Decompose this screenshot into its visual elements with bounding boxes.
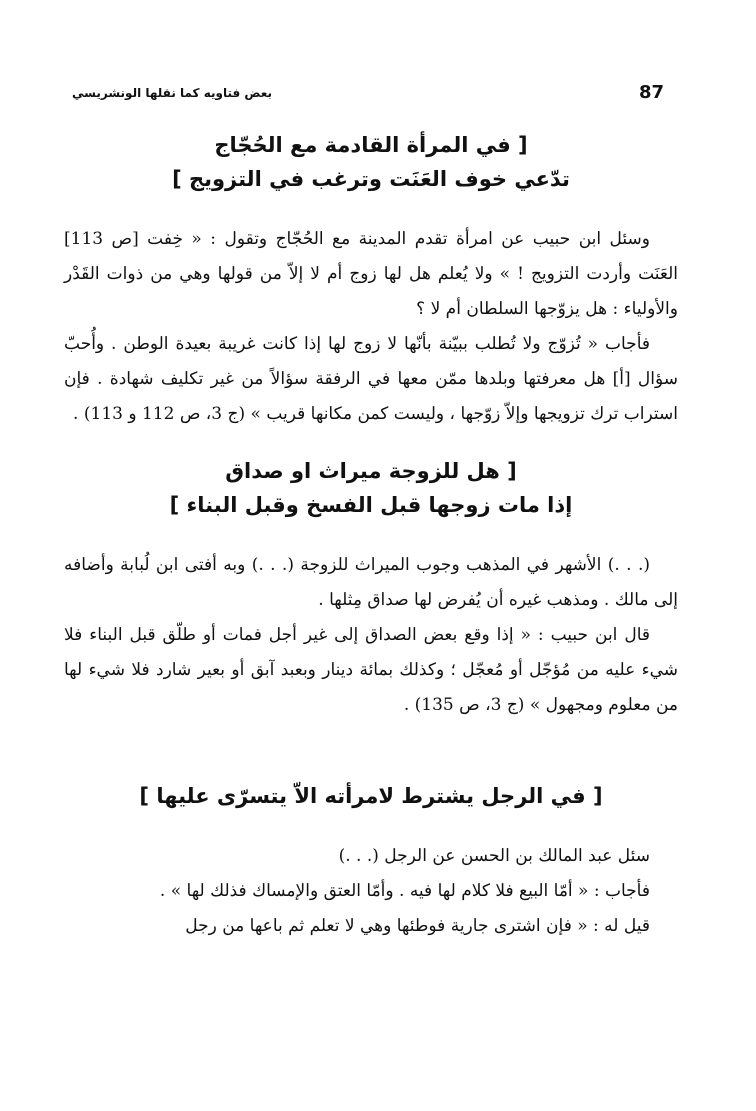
page-body [64,122,678,944]
paragraph: فأجاب « تُزوّج ولا تُطلب ببيّنة بأنّها لا زوج لها إذا كانت غريبة بعيدة الوطن . وأُحبّ سؤال [أ] هل معرفتها وبلدها ممّن معها في الرفقة سؤالاً من غير تكليف شهادة . فإن استراب ترك تزويجها وإلاّ زوّجها ، وليست كمن مكانها قريب » (ج 3، ص 112 و 113) . [64,334,678,424]
heading-line: إذا مات زوجها قبل الفسخ وقبل البناء ] [169,493,573,517]
paragraph: وسئل ابن حبيب عن امرأة تقدم المدينة مع الحُجّاج وتقول : « خِفت [ص 113] العَنَت وأردت التزويج ! » ولا يُعلم هل لها زوج أم لا إلاّ من قولها وهي من ذوات القَدْر والأولياء : هل يزوّجها السلطان أم لا ؟ [64,229,678,319]
heading-line: [ هل للزوجة ميراث او صداق [225,459,517,483]
running-title: بعض فتاويه كما نقلها الونشريسي [72,86,273,100]
paragraph: (. . .) الأشهر في المذهب وجوب الميراث للزوجة (. . .) وبه أفتى ابن لُبابة وأضافه إلى مالك . ومذهب غيره أن يُفرض لها صداق مِثلها . [64,555,678,610]
paragraph: فأجاب : « أمّا البيع فلا كلام لها فيه . وأمّا العتق والإمساك فذلك لها » . [159,881,650,901]
section-heading [64,454,678,522]
heading-line: [ في الرجل يشترط لامرأته الاّ يتسرّى عليها ] [139,784,603,808]
heading-line: تدّعي خوف العَنَت وترغب في التزويج ] [172,167,570,191]
paragraph: سئل عبد المالك بن الحسن عن الرجل (. . .) [338,846,650,866]
heading-line: [ في المرأة القادمة مع الحُجّاج [214,133,528,157]
page-number: 87 [638,82,664,103]
section-heading [64,128,678,196]
paragraph: قيل له : « فإن اشترى جارية فوطئها وهي لا تعلم ثم باعها من رجل [185,916,650,936]
running-header [72,82,664,112]
paragraph: قال ابن حبيب : « إذا وقع بعض الصداق إلى غير أجل فمات أو طلّق قبل البناء فلا شيء عليه من مُؤجّل أو مُعجّل ؛ وكذلك بمائة دينار وبعبد آبق أو بعير شارد فلا شيء لها من معلوم ومجهول » (ج 3، ص 135) . [64,625,678,715]
section-heading [64,779,678,813]
